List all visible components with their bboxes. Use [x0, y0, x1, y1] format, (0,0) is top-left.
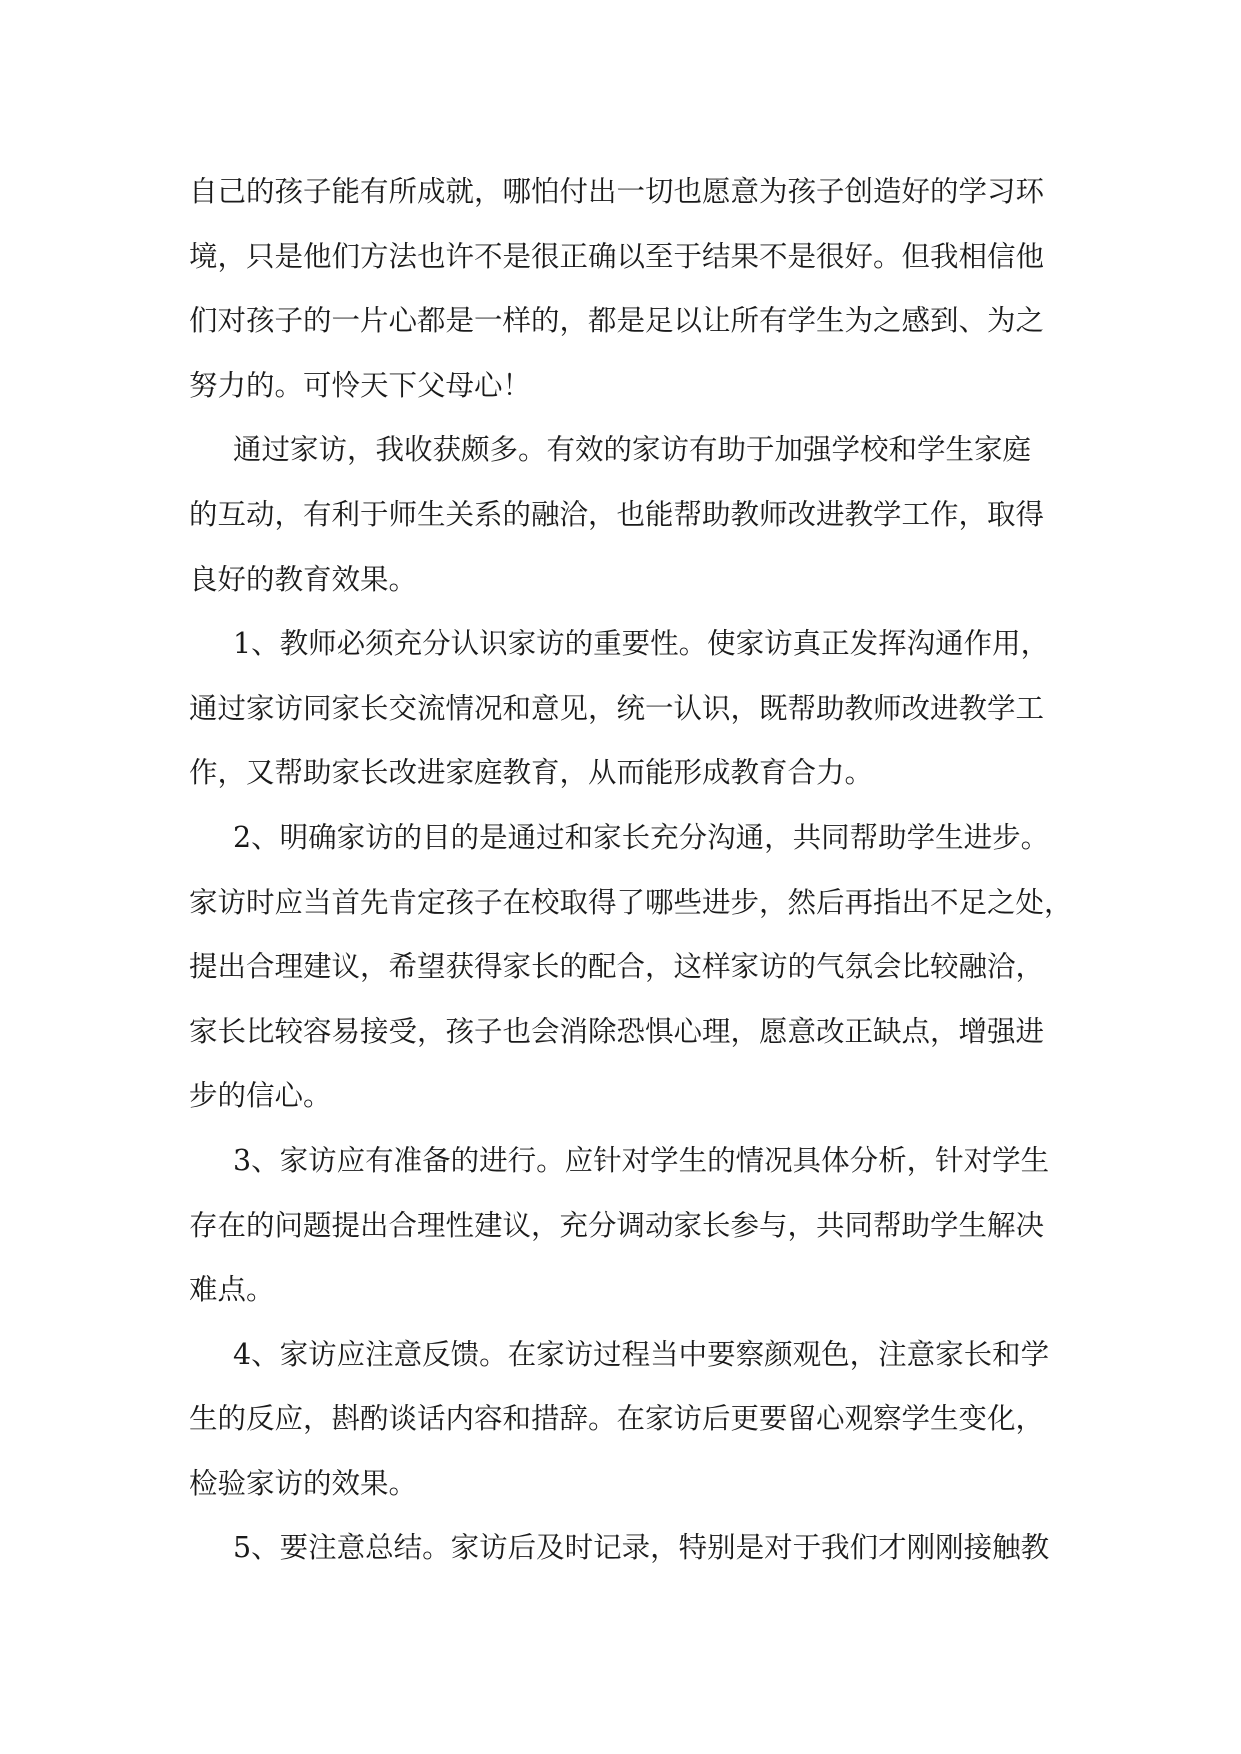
text-line: 努力的。可怜天下父母心！ [189, 368, 532, 402]
paragraph-first-line: 通过家访，我收获颇多。有效的家访有助于加强学校和学生家庭 [233, 433, 1032, 467]
document-body [189, 160, 1073, 1581]
paragraph-first-line: 2、明确家访的目的是通过和家长充分沟通，共同帮助学生进步。 [233, 820, 1050, 854]
text-line: 难点。 [189, 1273, 275, 1307]
text-line: 境，只是他们方法也许不是很正确以至于结果不是很好。但我相信他 [189, 239, 1045, 273]
text-line: 步的信心。 [189, 1079, 332, 1113]
text-line: 家访时应当首先肯定孩子在校取得了哪些进步，然后再指出不足之处， [189, 885, 1073, 919]
paragraph-first-line: 3、家访应有准备的进行。应针对学生的情况具体分析，针对学生 [233, 1143, 1050, 1177]
text-line: 们对孩子的一片心都是一样的，都是足以让所有学生为之感到、为之 [189, 304, 1045, 338]
text-line: 作，又帮助家长改进家庭教育，从而能形成教育合力。 [189, 756, 874, 790]
text-line: 的互动，有利于师生关系的融洽，也能帮助教师改进教学工作，取得 [189, 497, 1045, 531]
paragraph-first-line: 5、要注意总结。家访后及时记录，特别是对于我们才刚刚接触教 [233, 1531, 1050, 1565]
text-line: 良好的教育效果。 [189, 562, 418, 596]
text-line: 家长比较容易接受，孩子也会消除恐惧心理，愿意改正缺点，增强进 [189, 1014, 1045, 1048]
text-line: 自己的孩子能有所成就，哪怕付出一切也愿意为孩子创造好的学习环 [189, 175, 1045, 208]
paragraph-first-line: 4、家访应注意反馈。在家访过程当中要察颜观色，注意家长和学 [233, 1337, 1050, 1371]
text-line: 生的反应，斟酌谈话内容和措辞。在家访后更要留心观察学生变化， [189, 1402, 1045, 1436]
text-line: 通过家访同家长交流情况和意见，统一认识，既帮助教师改进教学工 [189, 691, 1045, 725]
text-line: 存在的问题提出合理性建议，充分调动家长参与，共同帮助学生解决 [189, 1208, 1045, 1242]
text-line: 提出合理建议，希望获得家长的配合，这样家访的气氛会比较融洽， [189, 950, 1045, 984]
paragraph-first-line: 1、教师必须充分认识家访的重要性。使家访真正发挥沟通作用， [233, 627, 1050, 661]
text-line: 检验家访的效果。 [189, 1466, 418, 1500]
